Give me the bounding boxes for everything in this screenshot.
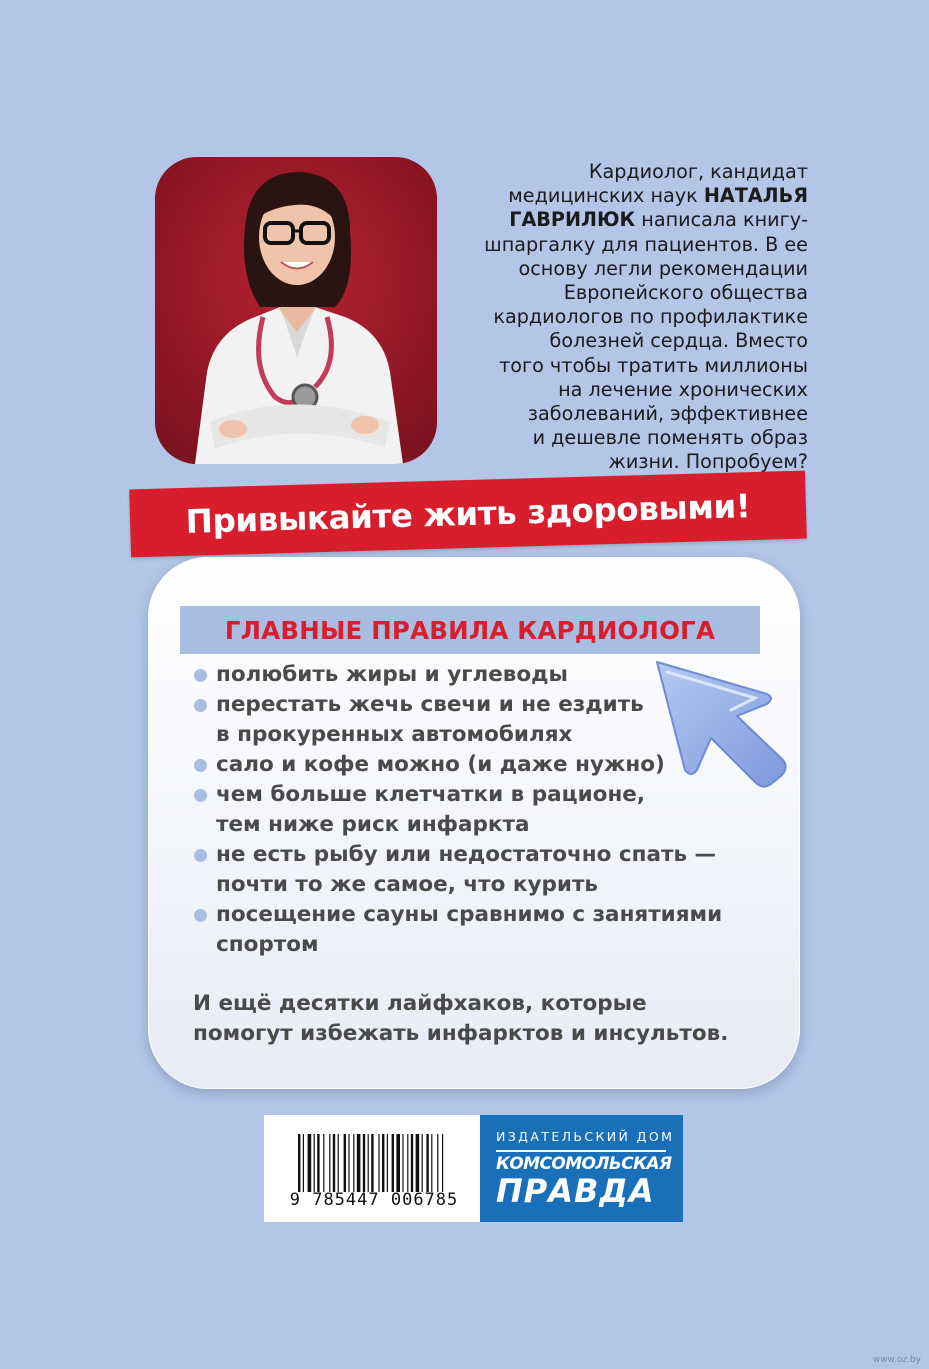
barcode-bar xyxy=(437,1134,438,1192)
barcode-bar xyxy=(348,1134,349,1192)
barcode-bar xyxy=(378,1134,379,1192)
rule-line: посещение сауны сравнимо с занятиями xyxy=(216,902,723,927)
extra-line: И ещё десятки лайфхаков, которые xyxy=(193,991,647,1016)
rule-line: сало и кофе можно (и даже нужно) xyxy=(216,752,665,777)
rules-title-band xyxy=(180,606,760,654)
barcode-bar xyxy=(317,1134,319,1192)
barcode-bar xyxy=(344,1134,346,1192)
slogan-text: Привыкайте жить здоровыми! xyxy=(185,487,751,541)
list-item xyxy=(193,840,753,900)
bio-line: и дешевле поменять образ xyxy=(532,426,808,450)
bio-line: заболеваний, эффективнее xyxy=(527,402,808,426)
barcode-bar xyxy=(363,1134,365,1192)
barcode-bar xyxy=(416,1134,420,1192)
barcode-bar xyxy=(396,1134,400,1192)
bullet-icon xyxy=(194,759,207,772)
doctor-portrait-icon xyxy=(155,157,437,464)
author-bio xyxy=(468,160,808,475)
isbn-number: 9 785447 006785 xyxy=(289,1190,459,1210)
barcode-bar xyxy=(407,1134,408,1192)
rule-line: чем больше клетчатки в рационе, xyxy=(216,782,646,807)
bio-line: на лечение хронических xyxy=(558,377,808,401)
bio-line: Кардиолог, кандидат xyxy=(588,160,808,183)
barcode-bar xyxy=(426,1134,428,1192)
barcode-bar xyxy=(338,1134,339,1192)
cursor-arrow-icon xyxy=(645,652,795,802)
bio-line xyxy=(468,184,808,208)
author-photo xyxy=(155,157,437,464)
rule-line: тем ниже риск инфаркта xyxy=(216,812,530,837)
barcode-bar xyxy=(422,1134,423,1192)
extra-note xyxy=(193,989,753,1049)
barcode-bar xyxy=(308,1134,312,1192)
publisher-name-line1: КОМСОМОЛЬСКАЯ xyxy=(496,1154,672,1174)
barcode-bar xyxy=(357,1134,361,1192)
barcode-bar xyxy=(387,1134,388,1192)
barcode-bar xyxy=(353,1134,354,1192)
barcode-bar xyxy=(368,1134,369,1192)
slogan-banner xyxy=(129,471,807,558)
site-watermark: www.oz.by xyxy=(872,1355,921,1365)
bio-line: шпаргалку для пациентов. В ее xyxy=(484,232,808,256)
author-last-name: ГАВРИЛЮК xyxy=(509,208,636,232)
bio-line: жизни. Попробуем? xyxy=(608,450,808,474)
bio-line: кардиологов по профилактике xyxy=(493,305,808,329)
bio-line: того чтобы тратить миллионы xyxy=(499,353,808,377)
bullet-icon xyxy=(194,789,207,802)
bullet-icon xyxy=(194,849,207,862)
barcode-bar xyxy=(323,1134,324,1192)
rule-line: почти то же самое, что курить xyxy=(216,872,599,897)
bullet-icon xyxy=(194,699,207,712)
barcode-bar xyxy=(303,1134,304,1192)
publisher-name-line2: ПРАВДА xyxy=(496,1172,655,1210)
barcode-bar xyxy=(329,1134,330,1192)
bullet-icon xyxy=(194,909,207,922)
bio-fragment: написала книгу- xyxy=(635,208,808,232)
rules-title: ГЛАВНЫЕ ПРАВИЛА КАРДИОЛОГА xyxy=(224,615,716,645)
extra-line: помогут избежать инфарктов и инсультов. xyxy=(193,1021,729,1046)
barcode-bar xyxy=(333,1134,335,1192)
barcode-bar xyxy=(382,1134,384,1192)
barcode-bar xyxy=(402,1134,403,1192)
bio-fragment: медицинских наук xyxy=(508,184,704,208)
rule-line: перестать жечь свечи и не ездить xyxy=(216,692,644,717)
list-item xyxy=(193,900,753,960)
rule-line: в прокуренных автомобилях xyxy=(216,722,573,747)
publisher-house-label: ИЗДАТЕЛЬСКИЙ ДОМ xyxy=(496,1129,675,1144)
barcode-bar xyxy=(411,1134,413,1192)
rule-line: не есть рыбу или недостаточно спать — xyxy=(216,842,717,867)
publisher-logo xyxy=(480,1115,683,1222)
bio-line: Европейского общества xyxy=(563,281,808,305)
barcode-bar xyxy=(431,1134,432,1192)
rule-line: спортом xyxy=(216,932,319,957)
author-first-name: НАТАЛЬЯ xyxy=(703,184,808,208)
barcode-bar xyxy=(442,1134,443,1192)
publisher-divider xyxy=(496,1150,666,1152)
bio-line: болезней сердца. Вместо xyxy=(549,329,808,353)
barcode-bar xyxy=(298,1134,300,1192)
bullet-icon xyxy=(194,669,207,682)
barcode-bar xyxy=(314,1134,315,1192)
barcode-bar xyxy=(392,1134,394,1192)
rule-line: полюбить жиры и углеводы xyxy=(216,662,568,687)
bio-line: основу легли рекомендации xyxy=(518,256,808,280)
barcode-bar xyxy=(371,1134,373,1192)
barcode xyxy=(264,1115,480,1222)
barcode-bars-icon xyxy=(298,1134,448,1192)
bio-line xyxy=(468,208,808,232)
